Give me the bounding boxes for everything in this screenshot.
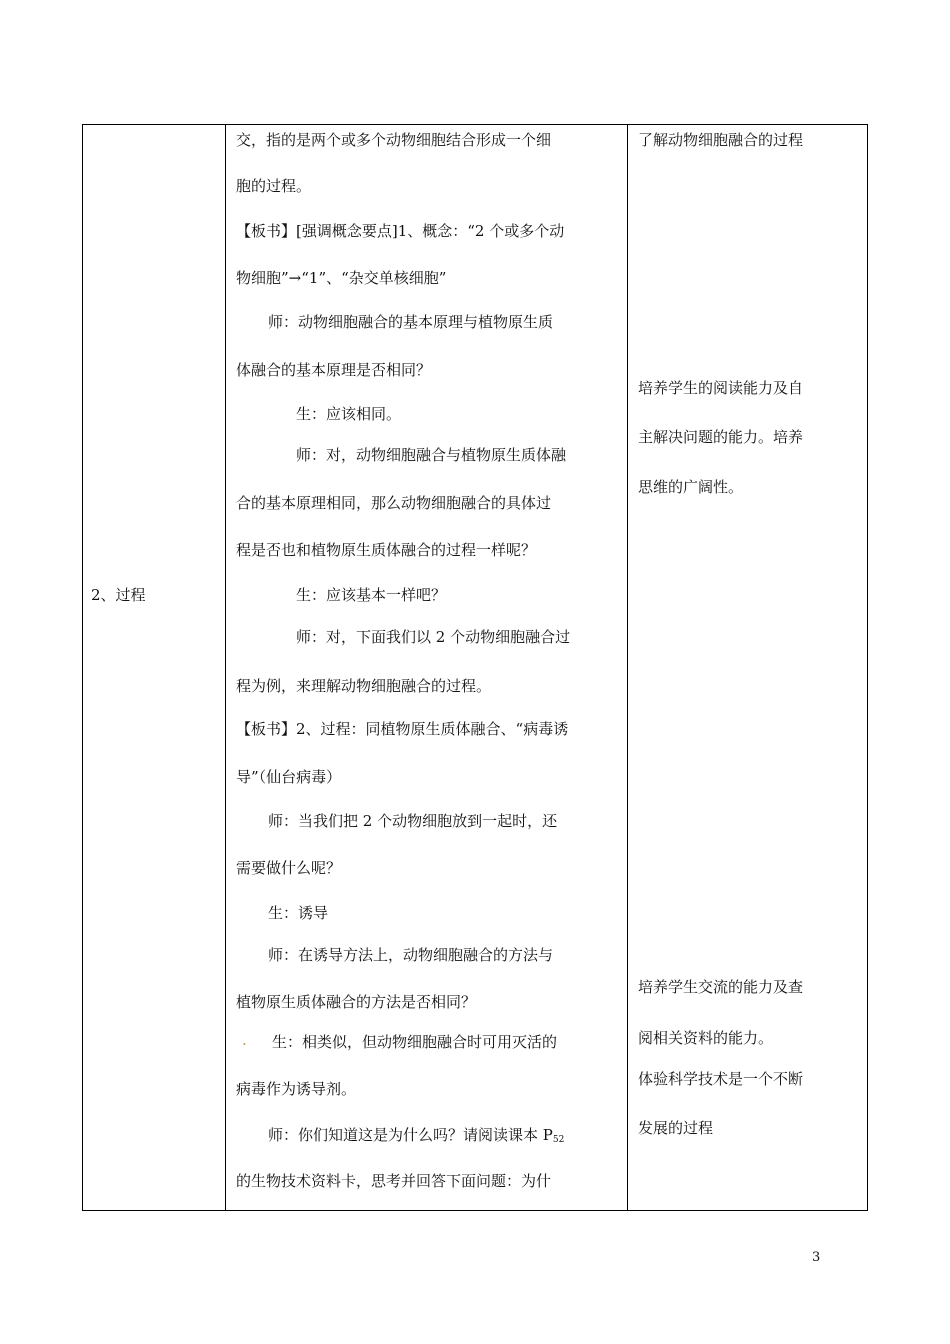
text-line: 生：相类似，但动物细胞融合时可用灭活的 — [272, 1033, 558, 1051]
text-line: 体融合的基本原理是否相同？ — [236, 361, 432, 379]
text-line: 导”（仙台病毒） — [236, 768, 342, 786]
text-line: 生：诱导 — [268, 904, 329, 922]
text-line-mark: . — [242, 1031, 247, 1049]
text-line: 【板书】2、过程：同植物原生质体融合、“病毒诱 — [236, 720, 569, 738]
text-line: 植物原生质体融合的方法是否相同？ — [236, 993, 477, 1011]
column-divider — [225, 125, 226, 1210]
page-ref-subscript: 52 — [552, 1135, 565, 1145]
lesson-table — [82, 124, 868, 1211]
column-divider — [627, 125, 628, 1210]
text-line: 【板书】[强调概念要点]1、概念：“2 个或多个动 — [236, 222, 565, 240]
text-line: 病毒作为诱导剂。 — [236, 1080, 357, 1098]
text-line: 生：应该相同。 — [296, 405, 402, 423]
text-line: 胞的过程。 — [236, 177, 312, 195]
text-line: 师：动物细胞融合的基本原理与植物原生质 — [268, 313, 554, 331]
text-line-with-subscript — [268, 1125, 564, 1150]
text-line: 了解动物细胞融合的过程 — [638, 131, 804, 149]
text-line: 师：你们知道这是为什么吗？请阅读课本 P — [268, 1126, 553, 1144]
text-line: 阅相关资料的能力。 — [638, 1029, 774, 1047]
text-line: 程是否也和植物原生质体融合的过程一样呢？ — [236, 541, 537, 559]
text-line: 主解决问题的能力。培养 — [638, 428, 804, 446]
text-line: 思维的广阔性。 — [638, 478, 744, 496]
text-line: 师：在诱导方法上，动物细胞融合的方法与 — [268, 946, 554, 964]
text-line: 培养学生交流的能力及查 — [638, 978, 804, 996]
section-label: 2、过程 — [91, 586, 146, 604]
text-line: 发展的过程 — [638, 1119, 714, 1137]
text-line: 合的基本原理相同，那么动物细胞融合的具体过 — [236, 494, 552, 512]
text-line: 交，指的是两个或多个动物细胞结合形成一个细 — [236, 131, 552, 149]
text-line: 师：当我们把 2 个动物细胞放到一起时，还 — [268, 812, 558, 830]
page-number: 3 — [812, 1250, 821, 1265]
text-line: 培养学生的阅读能力及自 — [638, 379, 804, 397]
text-line: 体验科学技术是一个不断 — [638, 1070, 804, 1088]
text-line: 生：应该基本一样吧？ — [296, 586, 447, 604]
text-line: 的生物技术资料卡，思考并回答下面问题：为什 — [236, 1172, 552, 1190]
text-line: 需要做什么呢？ — [236, 859, 342, 877]
text-line: 师：对，下面我们以 2 个动物细胞融合过 — [296, 628, 571, 646]
text-line: 程为例，来理解动物细胞融合的过程。 — [236, 677, 492, 695]
text-line: 师：对，动物细胞融合与植物原生质体融 — [296, 446, 567, 464]
text-line: 物细胞”→“1”、“杂交单核细胞” — [236, 269, 447, 287]
